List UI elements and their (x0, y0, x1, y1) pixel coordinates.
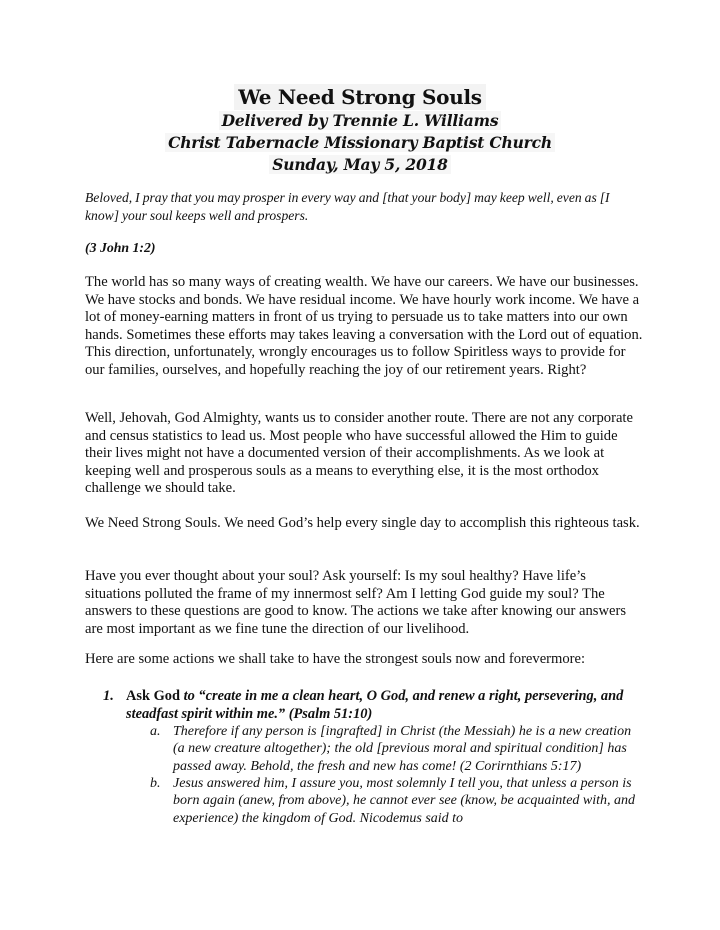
sub-list-item-letter: a. (150, 724, 161, 740)
sermon-date-text: Sunday, May 5, 2018 (269, 155, 450, 174)
action-list (85, 688, 645, 827)
byline-text: Delivered by Trennie L. Williams (219, 111, 502, 130)
sermon-date (0, 154, 720, 176)
sub-list (85, 723, 645, 827)
document-header (0, 84, 720, 176)
sub-list-item (85, 775, 643, 827)
church-name (0, 132, 720, 154)
paragraph: The world has so many ways of creating wealth. We have our careers. We have our businesses. We have stocks and bonds. We have residual income. We have hourly work income. We have a lot of money-earning matters in front of us trying to persuade us to take matters into our own hands. Sometimes these efforts may takes leaving a conversation with the Lord out of equation. This direction, unfortunately, wrongly encourages us to follow Spiritless ways to provide for our families, ourselves, and hopefully reaching the joy of our retirement years. Right? (85, 274, 643, 378)
list-item (85, 688, 645, 723)
church-name-text: Christ Tabernacle Missionary Baptist Church (165, 133, 555, 152)
page-title: We Need Strong Souls (234, 84, 485, 110)
paragraph: Well, Jehovah, God Almighty, wants us to consider another route. There are not any corporate and census statistics to lead us. Most people who have successful allowed the Him to guide their lives might not have a documented version of their accomplishments. As we look at keeping well and prosperous souls as a means to everything else, it is the most orthodox challenge we should take. (85, 410, 633, 497)
sub-list-item-letter: b. (150, 776, 161, 792)
paragraph: Have you ever thought about your soul? Ask yourself: Is my soul healthy? Have life’s situations polluted the frame of my innermost self? Am I letting God guide my soul? The answers to these questions are good to know. The actions we take after knowing our answers are most important as we fine tune the direction of our livelihood. (85, 568, 627, 637)
list-item-number: 1. (103, 688, 114, 704)
list-item-lead: Ask God (126, 688, 184, 704)
paragraph: Here are some actions we shall take to have the strongest souls now and forevermore: (85, 651, 586, 667)
byline (0, 110, 720, 132)
paragraph: We Need Strong Souls. We need God’s help every single day to accomplish this righteous task. (85, 515, 640, 531)
list-item-quote: to “create in me a clean heart, O God, and renew a right, persevering, and steadfast spirit within me.” (Psalm 51:10) (126, 688, 624, 722)
sub-list-item-text: Jesus answered him, I assure you, most solemnly I tell you, that unless a person is born again (anew, from above), he cannot ever see (know, be acquainted with, and experience) the kingdom of God. Nicodemus said to (173, 776, 636, 826)
epigraph-verse: Beloved, I pray that you may prosper in every way and [that your body] may keep well, even as [I know] your soul keeps well and prospers. (85, 190, 610, 223)
sub-list-item-text: Therefore if any person is [ingrafted] in Christ (the Messiah) he is a new creation (a new creature altogether); the old [previous moral and spiritual condition] has passed away. Behold, the fresh and new has come! (2 Corirnthians 5:17) (173, 724, 632, 774)
epigraph-reference: (3 John 1:2) (85, 240, 156, 255)
sub-list-item (85, 723, 643, 775)
